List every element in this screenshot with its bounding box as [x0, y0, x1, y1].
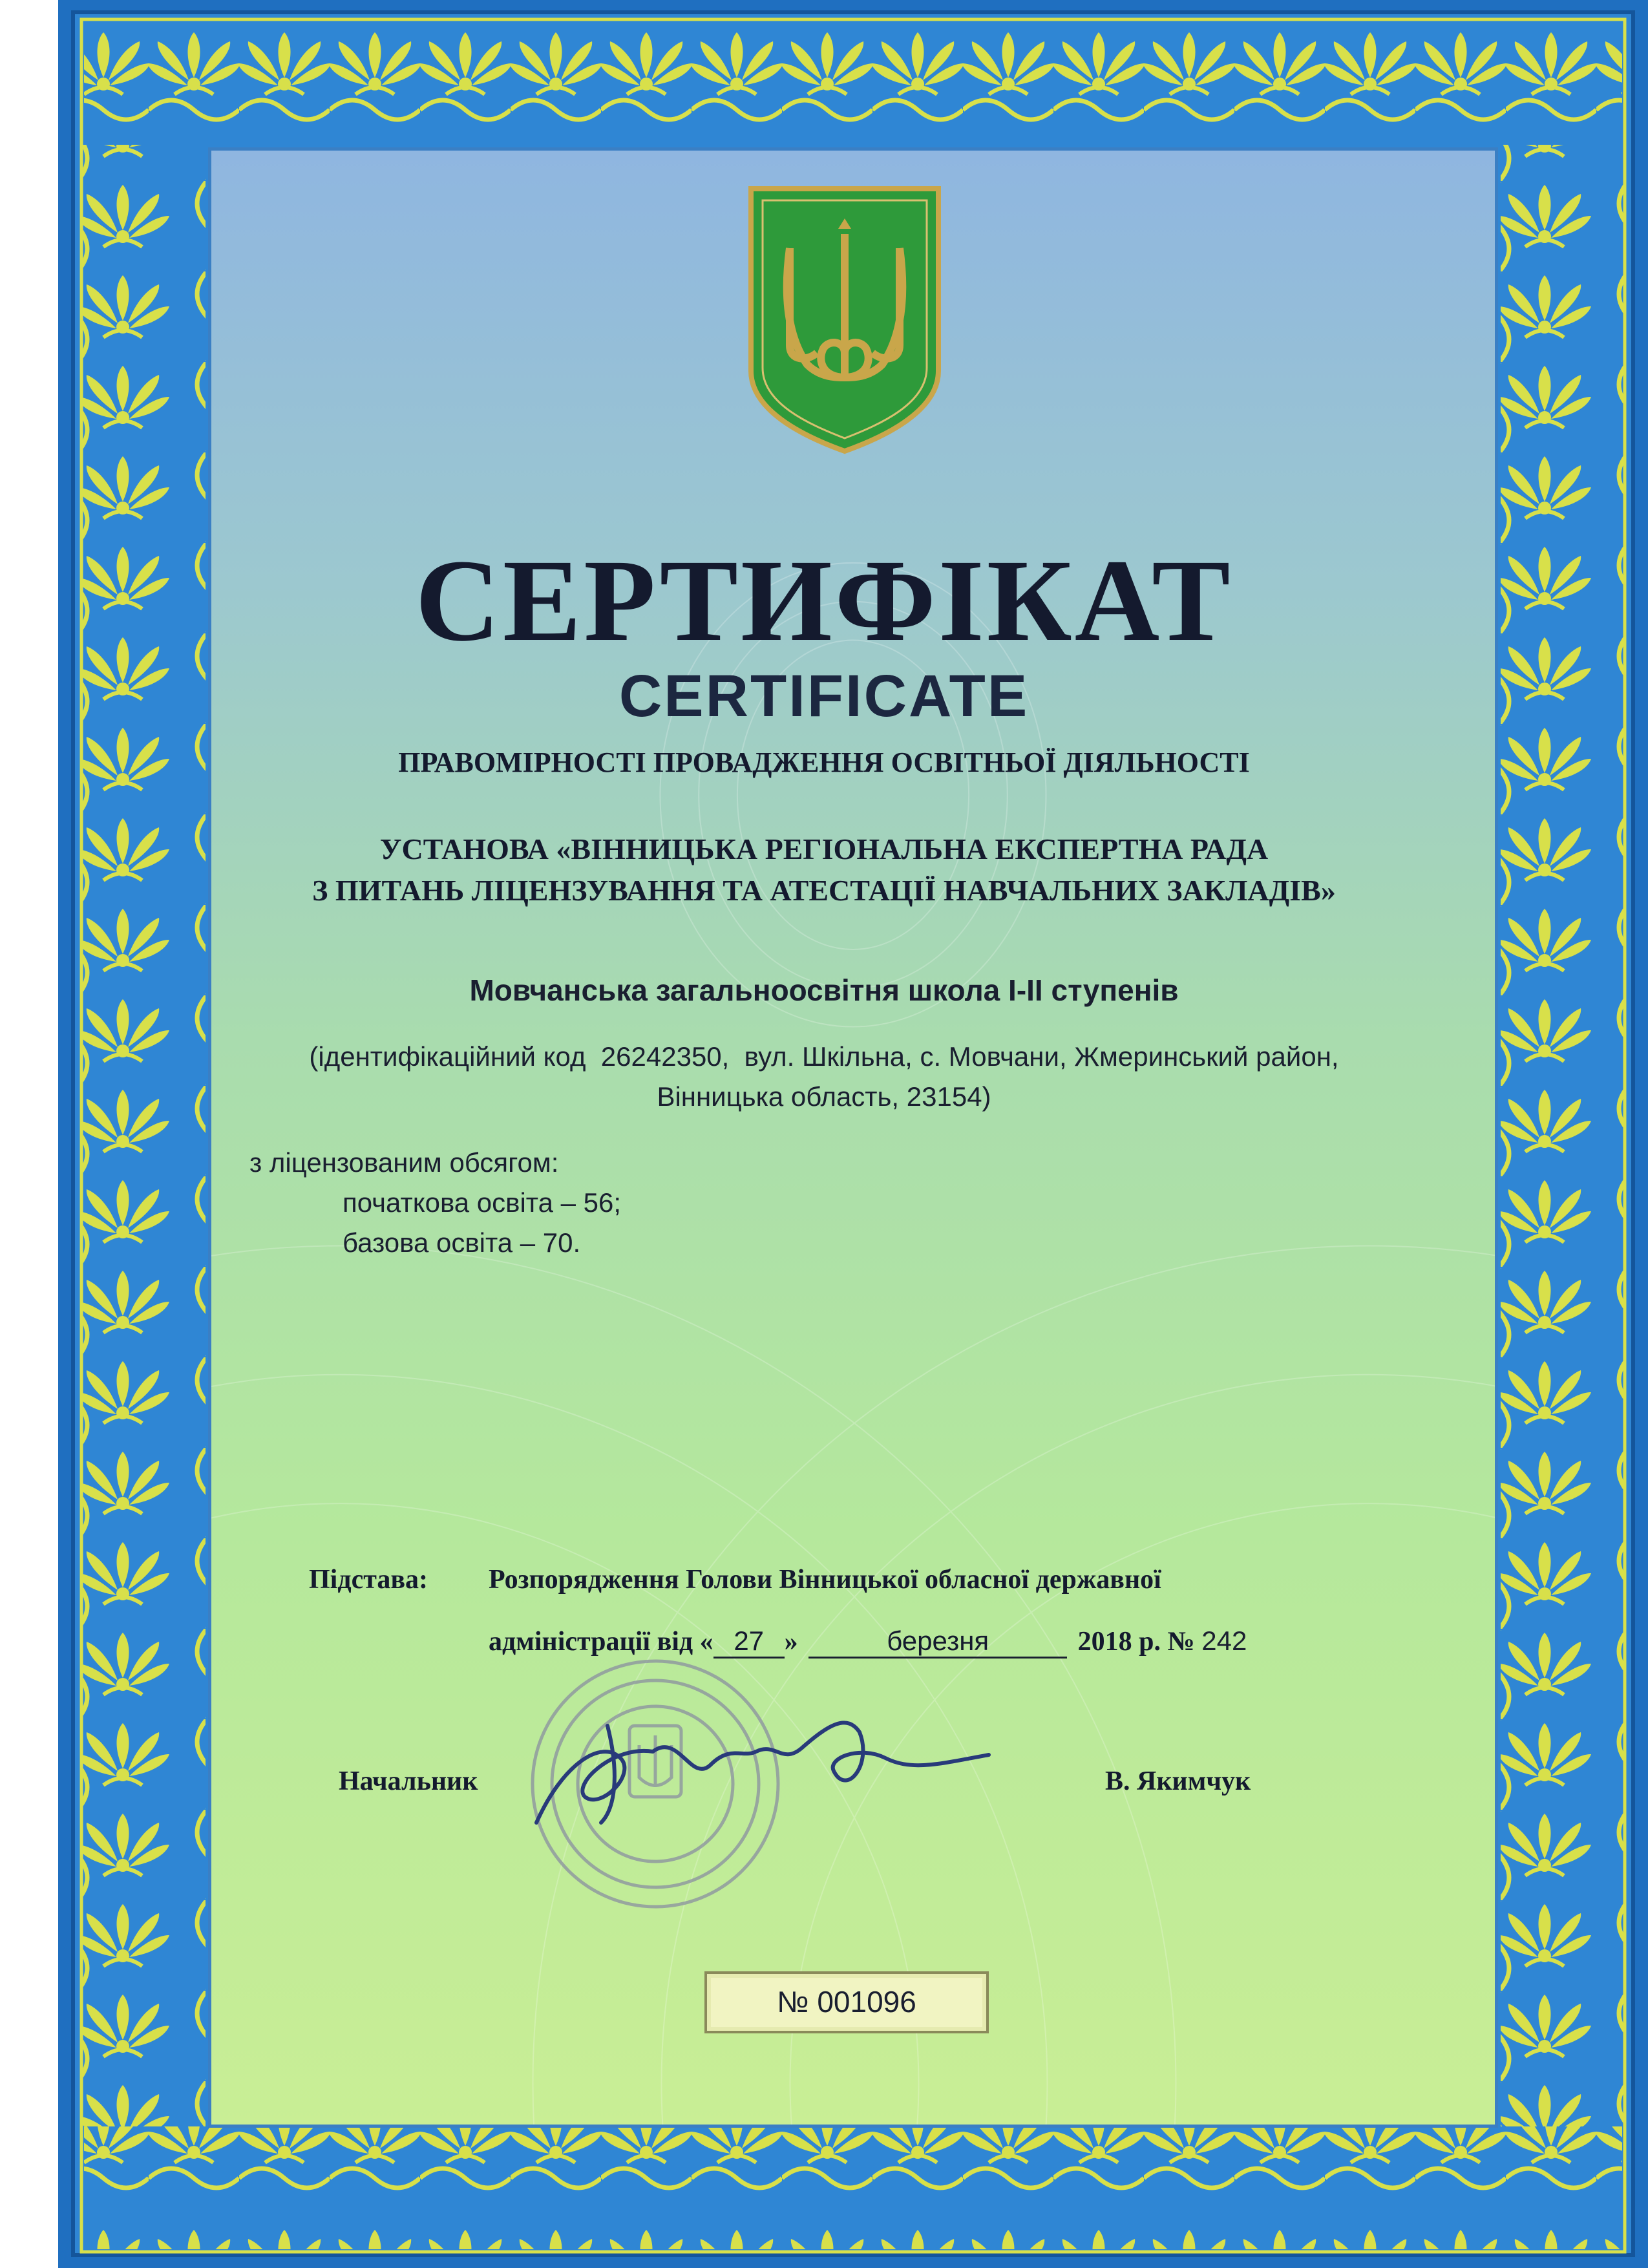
certificate-title-english: CERTIFICATE	[618, 663, 1030, 729]
certificate-title: СЕРТИФІКАТ	[415, 536, 1233, 666]
issuing-organization-line2: З ПИТАНЬ ЛІЦЕНЗУВАННЯ ТА АТЕСТАЦІЇ НАВЧАЛЬНИХ ЗАКЛАДІВ»	[312, 874, 1336, 907]
issuing-organization	[0, 829, 1648, 911]
certificate-subtitle: ПРАВОМІРНОСТІ ПРОВАДЖЕННЯ ОСВІТНЬОЇ ДІЯЛЬНОСТІ	[398, 747, 1250, 778]
serial-number: № 001096	[704, 1971, 989, 2033]
school-address-line2: Вінницька область, 23154)	[657, 1081, 991, 1112]
basis-text-line2	[489, 1626, 1247, 1659]
licensed-scope-label: з ліцензованим обсягом:	[249, 1147, 559, 1178]
scope-item-basic: базова освіта – 70.	[343, 1227, 581, 1258]
basis-number: 242	[1201, 1626, 1247, 1656]
basis-day-field: 27	[713, 1626, 785, 1659]
basis-year: 2018 р. №	[1077, 1627, 1195, 1657]
basis-label: Підстава:	[309, 1565, 428, 1595]
trident-coat-of-arms-icon	[746, 184, 944, 455]
licensed-scope	[249, 1143, 621, 1263]
basis-month-field: березня	[808, 1626, 1067, 1659]
chief-title: Начальник	[339, 1766, 478, 1796]
signer-name: В. Якимчук	[1105, 1766, 1251, 1796]
scope-item-primary: початкова освіта – 56;	[343, 1187, 622, 1218]
basis-text-line1: Розпорядження Голови Вінницької обласної державної	[489, 1565, 1161, 1595]
school-address-line1: (ідентифікаційний код 26242350, вул. Шкільна, с. Мовчани, Жмеринський район,	[309, 1041, 1339, 1072]
school-name: Мовчанська загальноосвітня школа І-ІІ ступенів	[469, 973, 1179, 1007]
handwritten-signature	[523, 1687, 1041, 1842]
basis-mid: »	[784, 1627, 798, 1657]
school-address	[0, 1037, 1648, 1117]
basis-prefix: адміністрації від «	[489, 1627, 713, 1657]
issuing-organization-line1: УСТАНОВА «ВІННИЦЬКА РЕГІОНАЛЬНА ЕКСПЕРТНА РАДА	[379, 832, 1269, 865]
